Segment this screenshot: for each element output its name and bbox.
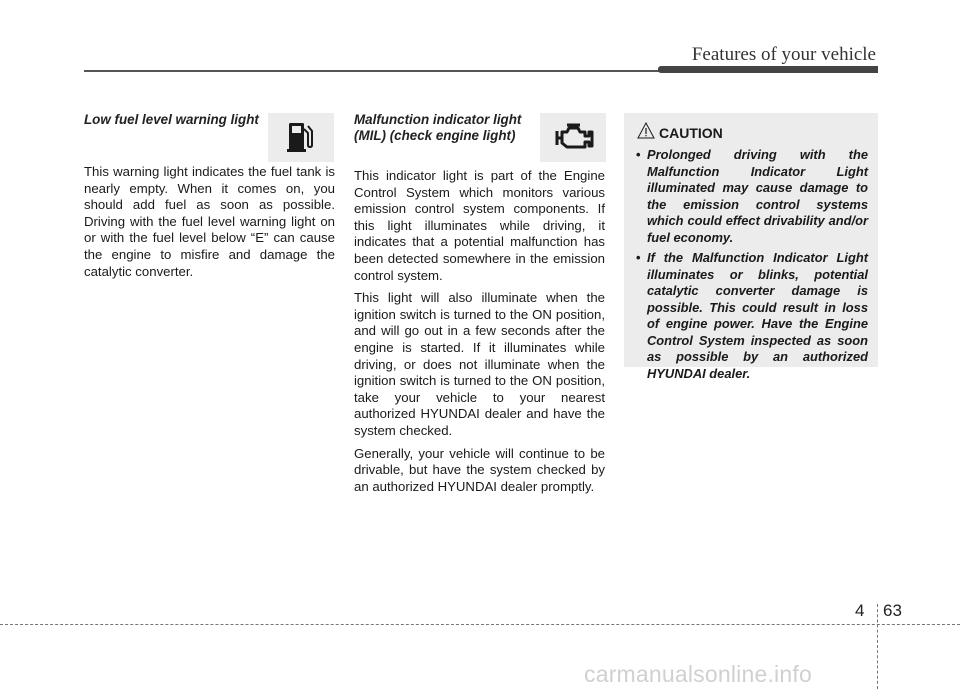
header-title: Features of your vehicle (691, 44, 876, 65)
header-rule-accent (658, 66, 878, 73)
fuel-section-title: Low fuel level warning light (84, 112, 259, 127)
mil-paragraph-3: Generally, your vehicle will continue to be drivable, but have the system checked by an authorized HYUNDAI dealer promptly. (354, 445, 605, 494)
caution-heading (637, 123, 868, 143)
caution-item: • If the Malfunction Indicator Light illuminates or blinks, potential catalytic converter damage is possible. This could result in loss of engine power. Have the Engine Control System inspected as soon as possible by an authorized HYUNDAI dealer. (633, 250, 868, 382)
chapter-number: 4 (855, 601, 865, 620)
watermark-link[interactable]: carmanualsonline.info (584, 661, 812, 687)
footer-rule (0, 624, 960, 625)
fuel-pump-icon (268, 113, 334, 162)
caution-label: CAUTION (659, 125, 723, 141)
mil-title-line1: Malfunction indicator light (354, 112, 522, 127)
caution-list (633, 147, 868, 382)
caution-box (624, 113, 878, 381)
mil-section (354, 112, 605, 501)
fuel-section-paragraph: This warning light indicates the fuel tank is nearly empty. When it comes on, you should add fuel as soon as possible. Driving with the fuel level warning light on or with the fuel level below “E” can cause the engine to misfire and damage the catalytic converter. (84, 164, 335, 279)
check-engine-icon (540, 113, 606, 162)
mil-paragraph-2: This light will also illuminate when the ignition switch is turned to the ON position, and will go out in a few seconds after the engine is started. If it illuminates while driving, or does not illuminate when the ignition switch is turned to the ON position, take your vehicle to your nearest authorized HYUNDAI dealer and have the system checked. (354, 290, 605, 438)
mil-paragraph-1: This indicator light is part of the Engine Control System which monitors various emission control system components. If this light illuminates while driving, it indicates that a potential malfunction has been detected somewhere in the emission control system. (354, 168, 605, 283)
header-rule (84, 70, 660, 72)
footer-divider (877, 604, 878, 689)
page-number: 63 (883, 601, 902, 620)
caution-item: • Prolonged driving with the Malfunction Indicator Light illuminated may cause damage to the emission control systems which could effect drivability and/or fuel economy. (633, 147, 868, 246)
mil-title-line2: (MIL) (check engine light) (354, 128, 516, 143)
warning-triangle-icon (637, 122, 655, 144)
